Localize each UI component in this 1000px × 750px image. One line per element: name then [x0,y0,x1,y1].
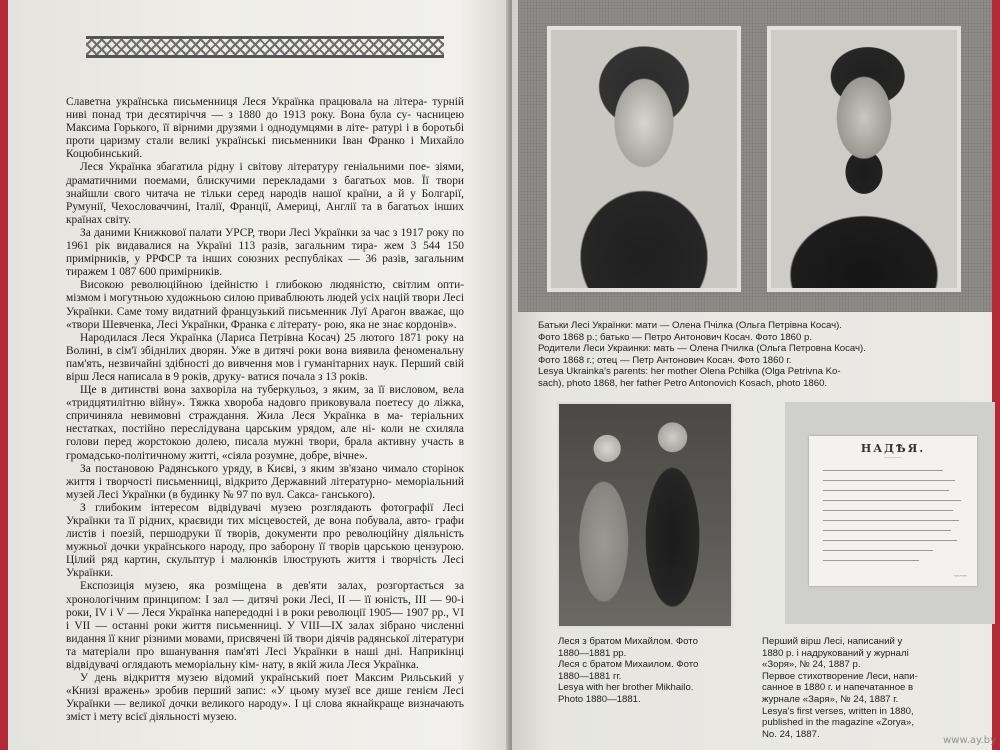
caption-line: Фото 1868 г.; отец — Петр Антонович Косач. Фото 1860 г. [538,354,792,366]
text-line: За постановою Радянського уряду, в Києві, з яким зв'язано чимало [80,462,423,475]
caption-line: 1880—1881 гг. [558,670,622,682]
text-line: Арагон вважає, що «твори Шевченка, Лесі Українки, Франка є літерату- [66,305,464,331]
text-line: 1871 року на Волині, в сім'ї збіднілих дворян. Уже в дитячі роки вона [66,331,464,357]
text-line: Високою революційною ідейністю і глибокою людяністю, світлим опти- [80,279,464,292]
text-line: 36 разів, загальним тиражем 1 087 600 примірників. [66,253,464,279]
caption-line: Lesya with her brother Mikhailo. [558,682,694,694]
caption-line: 1880 р. і надрукований у журналі [762,647,909,659]
text-line: діячів радянської літератури та матеріали про вшанування пам'яті Лесі [66,632,464,658]
caption-line: Перший вірш Лесі, написаний у [762,636,903,647]
children-photo [557,402,733,628]
text-line: ганського). [321,488,376,501]
text-line: зіями, драматичними поемами, блискучими перекладами з багатьох мов. [66,161,464,187]
text-line: меморіальний музей Лесі Українки (в будинку № 97 по вул. Саксa- [66,475,464,501]
paragraph [66,161,464,226]
text-line: Українки та її рідних, краєвиди тих місцевостей, де вона побувала, авто- [66,515,436,527]
paragraph [66,580,464,672]
text-line: коли не схиляла голови перед жорстокою долею, писала мужні твори, [66,423,464,449]
text-line: виявила феноменальну пам'ять, незвичайні здібності до вивчення мов [66,344,464,370]
caption-line: sach), photo 1868, her father Petro Antonovich Kosach, photo 1860. [538,377,828,389]
text-line: 90-і роки, IV і V — Леся Українка напередодні і в роки революції 1905— [66,593,464,619]
text-line: мізмом і могутньою художньою силою приваблюють людей усіх націй [66,292,413,305]
caption-poem [762,636,972,740]
poem-line [823,550,933,551]
poem-line [823,510,953,511]
poem-sheet [809,436,977,586]
ornament-border [86,36,444,58]
text-line: в багатьох інших країнах світу. [66,200,464,226]
poem-line [823,520,959,521]
paragraph [66,96,464,161]
text-line: рою, яка не знає кордонів». [324,318,457,331]
text-line: Славетна українська письменниця Леся Українка працювала на літера- [66,96,433,108]
caption-line: No. 24, 1887. [762,728,820,740]
poem-title: НАДѢЯ. [860,442,926,455]
text-line: 1907 рр., VI і VII — останні роки життя письменниці. У VIII—IX залах [66,606,464,632]
text-line: У день відкриття музею відомий український поет Максим Рильський [80,672,459,685]
text-line: твори Лесі Українки. Саме тому видатний французький письменник Луї [66,292,464,318]
caption-line: «Зоря», № 24, 1887 р. [762,659,861,671]
text-line: у Болгарії, Румунії, Чехословаччині, Італії, Франції, Америці, Англії та [66,187,464,213]
caption-line: Lesya Ukrainka's parents: her mother Olena Pchilka (Olga Petrivna Ko- [538,366,841,378]
text-line: вела «тридцятилітню війну». Тяжка хвороба надовго приковувала поетесу [66,384,464,410]
text-line: Її твори знайшли свого читача не тільки серед народів нашої країни, а й [66,174,464,200]
poem-line [823,500,961,501]
text-line: Ще в дитинстві вона захворіла на туберкульоз, з яким, за її висловом, [80,384,443,397]
text-line: хронологічним принципом: I зал — дитячі роки Лесі, II — її юність, III — [66,593,446,606]
poem-line [823,560,919,561]
paragraph [66,279,464,331]
caption-line: Леся с братом Михаилом. Фото [558,659,699,671]
main-text [66,96,464,725]
text-line: сторінок життя і творчості письменниці, відкрито Державний літературно- [66,462,464,488]
paragraph [66,227,464,279]
caption-line: published in the magazine «Zorya», [762,717,914,729]
text-line: Народилася Леся Українка (Лариса Петрівна Косач) 25 лютого [80,331,399,344]
caption-line: Родители Леси Украинки: мать — Олена Пчилка (Ольга Петровна Косач). [538,343,866,355]
text-line: царською цензурою. Цілий ряд картин, скульптур і малюнків ілюструють [66,541,464,567]
caption-line: Леся з братом Михайлом. Фото [558,636,698,647]
text-line: зібрано численні видання її книг різними мовами, присвячені їй твори [66,619,464,645]
text-line: теріальних нестатках, постійно переслідувана царським урядом, але ні- [66,410,464,436]
text-line: жем 3 544 150 примірників, у РРФСР та інших союзних республіках — [66,240,464,266]
poem-signature: ~~~~ [954,574,967,580]
caption-line: Первое стихотворение Леси, напи- [762,670,918,682]
paragraph [66,672,464,724]
text-line: ватися почала з 13 років. [247,370,368,383]
caption-line: Фото 1868 р.; батько — Петро Антонович Косач. Фото 1860 р. [538,331,813,343]
text-line: часницею Максима Горького, її вірними друзями і однодумцями в літе- [66,109,464,135]
text-line: до ліжка, спричиняла невимовні страждання. Жила Леся Українка в ма- [66,397,464,423]
poem-line [823,480,955,481]
text-line: Іван Франко і Михайло Коцюбинський. [66,135,464,161]
caption-line: 1880—1881 рр. [558,647,627,659]
text-line: Експозиція музею, яка розміщена в дев'яти залах, розгортається за [80,580,464,593]
text-line: у «Книзі вражень» зробив перший запис: «У цьому музеї все дише генієм [66,672,464,698]
text-line: ратурі і в боротьбі проти царизму стали великі українські письменники [66,122,464,148]
poem-line [823,530,951,531]
poem-subtitle-mark: ———— [884,456,902,461]
caption-line: санное в 1880 г. и напечатанное в [762,682,914,694]
text-line: графи листів і поезій, першодруки її творів, документи про революційну [66,515,464,541]
text-line: Українки в наші дні. Наприкінці відвідувачі оглядають меморіальну кім- [66,645,464,672]
watermark: www.ay.by [943,735,996,746]
text-line: 1917 року по 1961 рік видавалися на Україні 113 разів, загальним тира- [66,226,464,253]
poem-line [823,540,957,541]
poem-line [823,470,943,471]
paragraph [66,502,464,581]
mother-portrait [547,26,741,292]
caption-children [558,636,738,706]
paragraph [66,384,464,463]
text-line: життя і творчість Лесі Українки. [66,554,464,580]
father-portrait [767,26,961,292]
caption-parents [538,320,968,390]
text-line: визначають зміст і мету всієї діяльності музею. [66,698,464,724]
caption-line: журнале «Заря», № 24, 1887 г. [762,693,899,705]
text-line: нату, в якій жила Леся Українка. [262,659,419,672]
text-line: і гуманітарних наук. Перший свій вірш Леся написала в 9 років, друку- [66,357,465,383]
text-line: Лесі Українки — великої дочки великого народу». І ці слова якнайкраще [66,685,464,711]
paragraph [66,332,464,384]
text-line: Леся Українка збагатила рідну і світову літературу геніальними пое- [80,161,435,174]
text-line: За даними Книжкової палати УРСР, твори Лесі Українки за час з [80,226,401,239]
text-line: турній ниві понад три десятиріччя — з 1880 до 1913 року. Вона була су- [66,96,464,122]
text-line: З глибоким інтересом відвідувачі музею розглядають фотографії Лесі [80,501,464,514]
text-line: брала активну участь в громадсько-політичному житті, «сіяла розумне, [66,436,464,462]
poem-line [823,490,949,491]
caption-line: Photo 1880—1881. [558,693,641,705]
caption-line: Батьки Лесі Українки: мати — Олена Пчілка (Ольга Петрівна Косач). [538,320,842,331]
caption-line: Lesya's first verses, written in 1880, [762,705,914,717]
text-line: добре, вічне». [299,449,368,462]
paragraph [66,463,464,502]
text-line: діяльність мужньої дочки українського народу, про заборону її творів [66,528,464,554]
